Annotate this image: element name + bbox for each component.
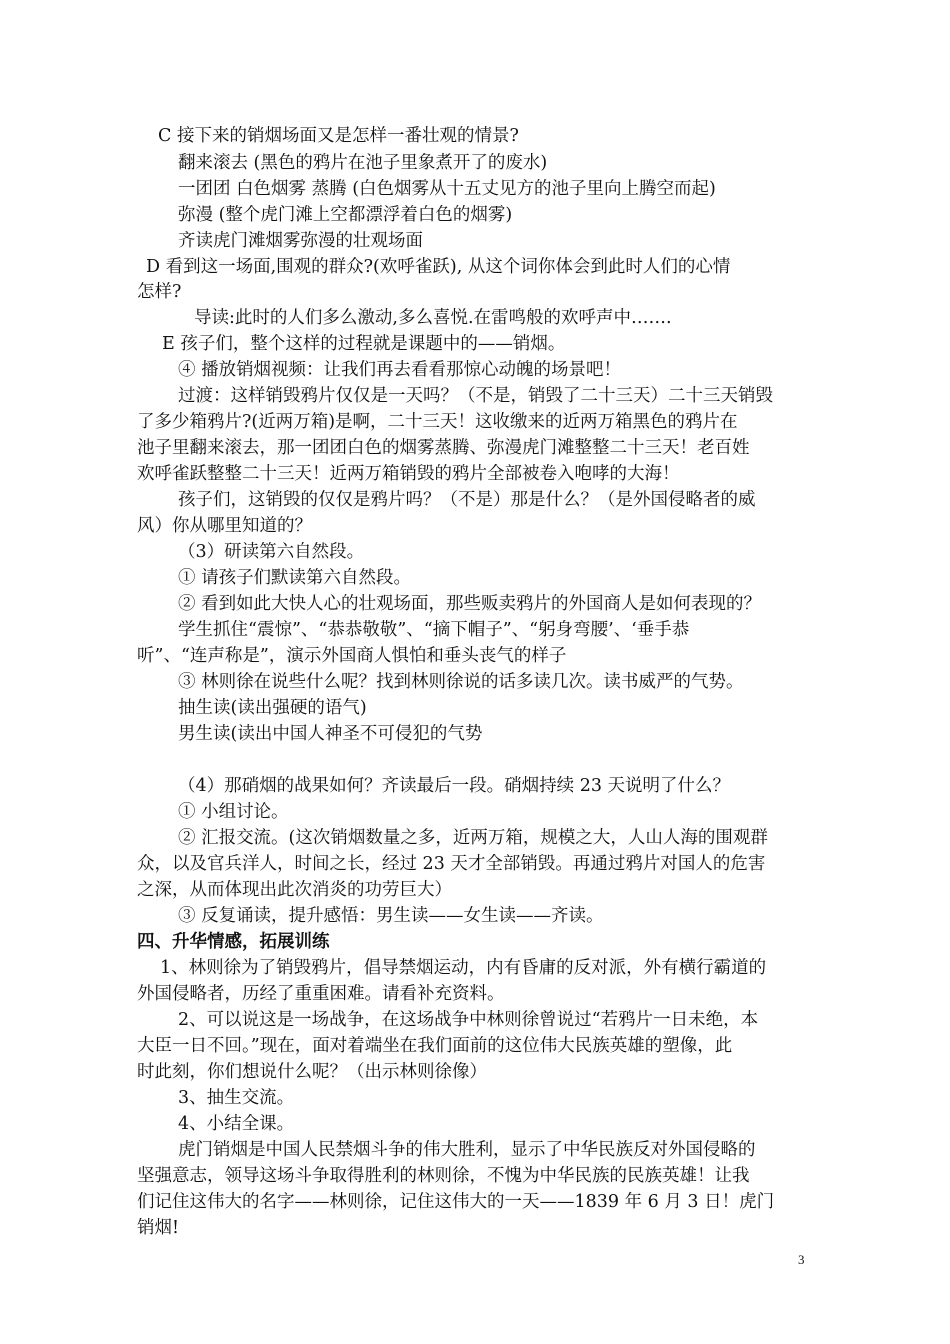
text-line: 风）你从哪里知道的？	[137, 516, 312, 536]
text-line: 4、小结全课。	[178, 1114, 295, 1134]
text-line: 了多少箱鸦片?(近两万箱)是啊，二十三天！这收缴来的近两万箱黑色的鸦片在	[137, 412, 738, 432]
text-line: E 孩子们，整个这样的过程就是课题中的——销烟。	[162, 334, 566, 354]
text-line: （3）研读第六自然段。	[178, 542, 365, 562]
text-line: ② 看到如此大快人心的壮观场面，那些贩卖鸦片的外国商人是如何表现的？	[178, 594, 762, 614]
text-line: 学生抓住“震惊”、“恭恭敬敬”、“摘下帽子”、“躬身弯腰’、‘垂手恭	[178, 620, 690, 640]
text-line: ① 小组讨论。	[178, 802, 289, 822]
text-line: 翻来滚去 (黑色的鸦片在池子里象煮开了的废水)	[178, 153, 548, 173]
text-line: （4）那硝烟的战果如何？齐读最后一段。硝烟持续 23 天说明了什么？	[178, 776, 731, 796]
text-line: 过渡：这样销毁鸦片仅仅是一天吗？（不是，销毁了二十三天）二十三天销毁	[178, 386, 773, 406]
text-line: 听”、“连声称是”，演示外国商人惧怕和垂头丧气的样子	[137, 646, 567, 666]
text-line: ① 请孩子们默读第六自然段。	[178, 568, 412, 588]
text-line: ④ 播放销烟视频：让我们再去看看那惊心动魄的场景吧！	[178, 360, 622, 380]
text-line: ③ 林则徐在说些什么呢？找到林则徐说的话多读几次。读书威严的气势。	[178, 672, 744, 692]
text-line: 众，以及官兵洋人，时间之长，经过 23 天才全部销毁。再通过鸦片对国人的危害	[137, 854, 766, 874]
text-line: 之深，从而体现出此次消炎的功劳巨大）	[137, 880, 452, 900]
text-line: 销烟!	[137, 1218, 180, 1238]
text-line: ② 汇报交流。(这次销烟数量之多，近两万箱，规模之大，人山人海的围观群	[178, 828, 768, 848]
text-line: 坚强意志，领导这场斗争取得胜利的林则徐，不愧为中华民族的民族英雄！让我	[137, 1166, 750, 1186]
text-line: 2、可以说这是一场战争，在这场战争中林则徐曾说过“若鸦片一日未绝，本	[178, 1010, 759, 1030]
text-line: 一团团 白色烟雾 蒸腾 (白色烟雾从十五丈见方的池子里向上腾空而起)	[178, 179, 716, 199]
text-line: 导读:此时的人们多么激动,多么喜悦.在雷鸣般的欢呼声中…….	[194, 308, 672, 328]
text-line: 们记住这伟大的名字——林则徐，记住这伟大的一天——1839 年 6 月 3 日！虎门	[137, 1192, 775, 1212]
text-line: 男生读(读出中国人神圣不可侵犯的气势	[178, 724, 483, 744]
text-line: 虎门销烟是中国人民禁烟斗争的伟大胜利，显示了中华民族反对外国侵略的	[178, 1140, 756, 1160]
text-line: 孩子们，这销毁的仅仅是鸦片吗？（不是）那是什么？（是外国侵略者的威	[178, 490, 756, 510]
text-line: 3、抽生交流。	[178, 1088, 295, 1108]
text-line: 时此刻，你们想说什么呢？（出示林则徐像）	[137, 1062, 487, 1082]
text-line: D 看到这一场面,围观的群众?(欢呼雀跃), 从这个词你体会到此时人们的心情	[146, 257, 731, 277]
text-line: 1、林则徐为了销毁鸦片，倡导禁烟运动，内有昏庸的反对派，外有横行霸道的	[160, 958, 767, 978]
text-line: 齐读虎门滩烟雾弥漫的壮观场面	[178, 231, 423, 251]
text-line: 抽生读(读出强硬的语气)	[178, 698, 367, 718]
section-heading: 四、升华情感，拓展训练	[137, 932, 330, 952]
text-line: ③ 反复诵读，提升感悟：男生读——女生读——齐读。	[178, 906, 604, 926]
text-line: 怎样?	[137, 282, 182, 302]
text-line: 大臣一日不回。”现在，面对着端坐在我们面前的这位伟大民族英雄的塑像，此	[137, 1036, 733, 1056]
page-number: 3	[798, 1252, 805, 1267]
text-line: 弥漫 (整个虎门滩上空都漂浮着白色的烟雾)	[178, 205, 513, 225]
text-line: C 接下来的销烟场面又是怎样一番壮观的情景?	[158, 126, 519, 146]
text-line: 外国侵略者，历经了重重困难。请看补充资料。	[137, 984, 505, 1004]
text-line: 欢呼雀跃整整二十三天！近两万箱销毁的鸦片全部被卷入咆哮的大海！	[137, 464, 680, 484]
text-line: 池子里翻来滚去，那一团团白色的烟雾蒸腾、弥漫虎门滩整整二十三天！老百姓	[137, 438, 750, 458]
